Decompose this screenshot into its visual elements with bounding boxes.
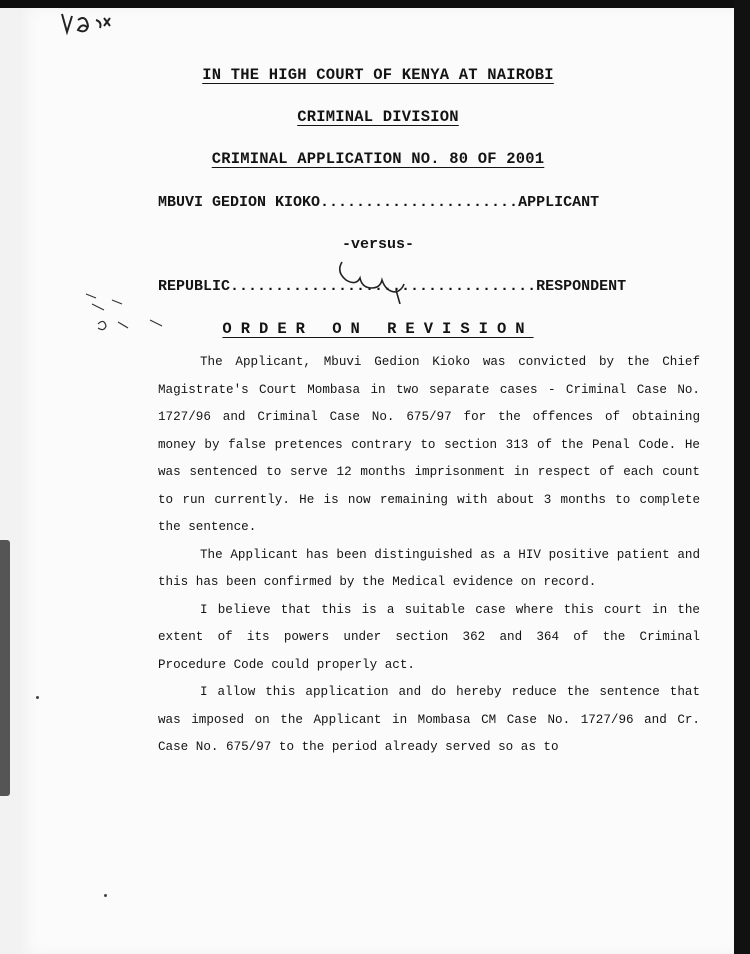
paragraph: The Applicant, Mbuvi Gedion Kioko was convicted by the Chief Magistrate's Court Mombasa in two separate cases - Criminal Case No. 1727/96 and Criminal Case No. 675/97 for the offences of obtaining money by false pretences contrary to section 313 of the Penal Code. He was sentenced to serve 12 months imprisonment in respect of each count to run currently. He is now remaining with about 3 months to complete the sentence. [158,355,700,534]
handwritten-mark [58,10,138,42]
scan-right-border [734,0,750,954]
applicant-line [158,194,698,211]
margin-dot [36,696,39,699]
scan-left-tab [0,540,10,796]
versus-label: -versus- [341,236,414,253]
paragraph: The Applicant has been distinguished as a HIV positive patient and this has been confirmed by the Medical evidence on record. [158,547,700,589]
paragraph: I allow this application and do hereby reduce the sentence that was imposed on the Applicant in Mombasa CM Case No. 1727/96 and Cr. Case No. 675/97 to the period already served so as to [158,685,700,754]
applicant-name: MBUVI GEDION KIOKO [158,194,321,211]
application-heading: CRIMINAL APPLICATION NO. 80 OF 2001 [211,150,545,168]
scan-top-border [0,0,750,8]
signature-mark [322,256,432,304]
court-heading: IN THE HIGH COURT OF KENYA AT NAIROBI [202,66,554,84]
order-body [158,349,700,762]
document-page [22,8,734,954]
division-heading: CRIMINAL DIVISION [297,108,459,126]
applicant-dots: ...................... [320,194,519,211]
applicant-role: APPLICANT [518,194,600,211]
respondent-name: REPUBLIC [158,278,231,295]
paragraph: I believe that this is a suitable case where this court in the extent of its powers under section 362 and 364 of the Criminal Procedure Code could properly act. [158,602,700,672]
margin-dot [104,894,107,897]
respondent-role: RESPONDENT [536,278,627,295]
respondent-dots: .................................. [230,278,537,295]
order-title: ORDER ON REVISION [222,320,534,338]
